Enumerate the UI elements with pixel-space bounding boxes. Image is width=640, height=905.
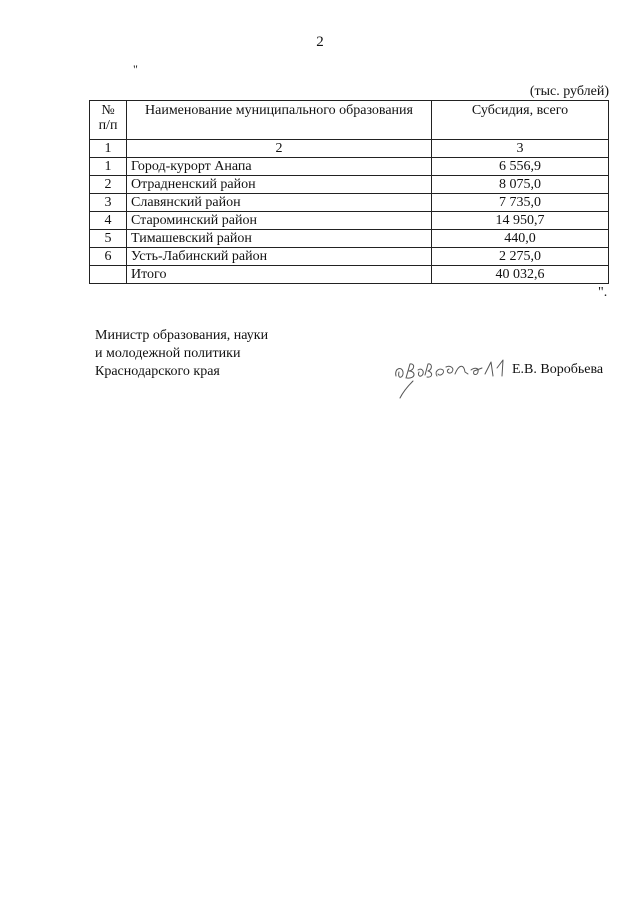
municipality-name: Славянский район	[127, 194, 432, 212]
table-row	[90, 230, 609, 248]
signer-title	[95, 327, 268, 381]
column-number: 2	[127, 140, 432, 158]
column-number: 3	[432, 140, 609, 158]
units-note: (тыс. рублей)	[529, 84, 609, 99]
page-number: 2	[316, 34, 324, 50]
row-number: 4	[90, 212, 127, 230]
signer-title-line: Краснодарского края	[95, 364, 220, 379]
table-row	[90, 212, 609, 230]
column-numbers-row	[90, 140, 609, 158]
closing-quote-mark: ".	[598, 285, 608, 300]
signer-title-line: и молодежной политики	[95, 346, 241, 361]
subsidy-amount: 8 075,0	[432, 176, 609, 194]
subsidy-amount: 7 735,0	[432, 194, 609, 212]
municipality-name: Город-курорт Анапа	[127, 158, 432, 176]
municipality-name: Усть-Лабинский район	[127, 248, 432, 266]
municipality-name: Староминский район	[127, 212, 432, 230]
row-number: 3	[90, 194, 127, 212]
table-row	[90, 248, 609, 266]
table-row	[90, 176, 609, 194]
total-amount: 40 032,6	[432, 266, 609, 284]
row-number: 5	[90, 230, 127, 248]
row-number: 6	[90, 248, 127, 266]
header-subsidy: Субсидия, всего	[432, 101, 609, 140]
subsidy-amount: 2 275,0	[432, 248, 609, 266]
table-header-row	[90, 101, 609, 140]
row-number: 1	[90, 158, 127, 176]
table-row	[90, 158, 609, 176]
municipality-name: Отрадненский район	[127, 176, 432, 194]
header-municipality: Наименование муниципального образования	[127, 101, 432, 140]
subsidy-amount: 6 556,9	[432, 158, 609, 176]
total-label: Итого	[127, 266, 432, 284]
signer-title-line: Министр образования, науки	[95, 328, 269, 343]
municipality-name: Тимашевский район	[127, 230, 432, 248]
signer-name: Е.В. Воробьева	[512, 362, 604, 377]
opening-quote-mark: "	[133, 62, 138, 76]
column-number: 1	[90, 140, 127, 158]
handwritten-signature	[393, 354, 511, 400]
header-number: № п/п	[90, 101, 127, 140]
total-number-cell	[90, 266, 127, 284]
subsidy-table	[89, 100, 609, 284]
subsidy-amount: 440,0	[432, 230, 609, 248]
table-row	[90, 194, 609, 212]
total-row	[90, 266, 609, 284]
row-number: 2	[90, 176, 127, 194]
subsidy-amount: 14 950,7	[432, 212, 609, 230]
